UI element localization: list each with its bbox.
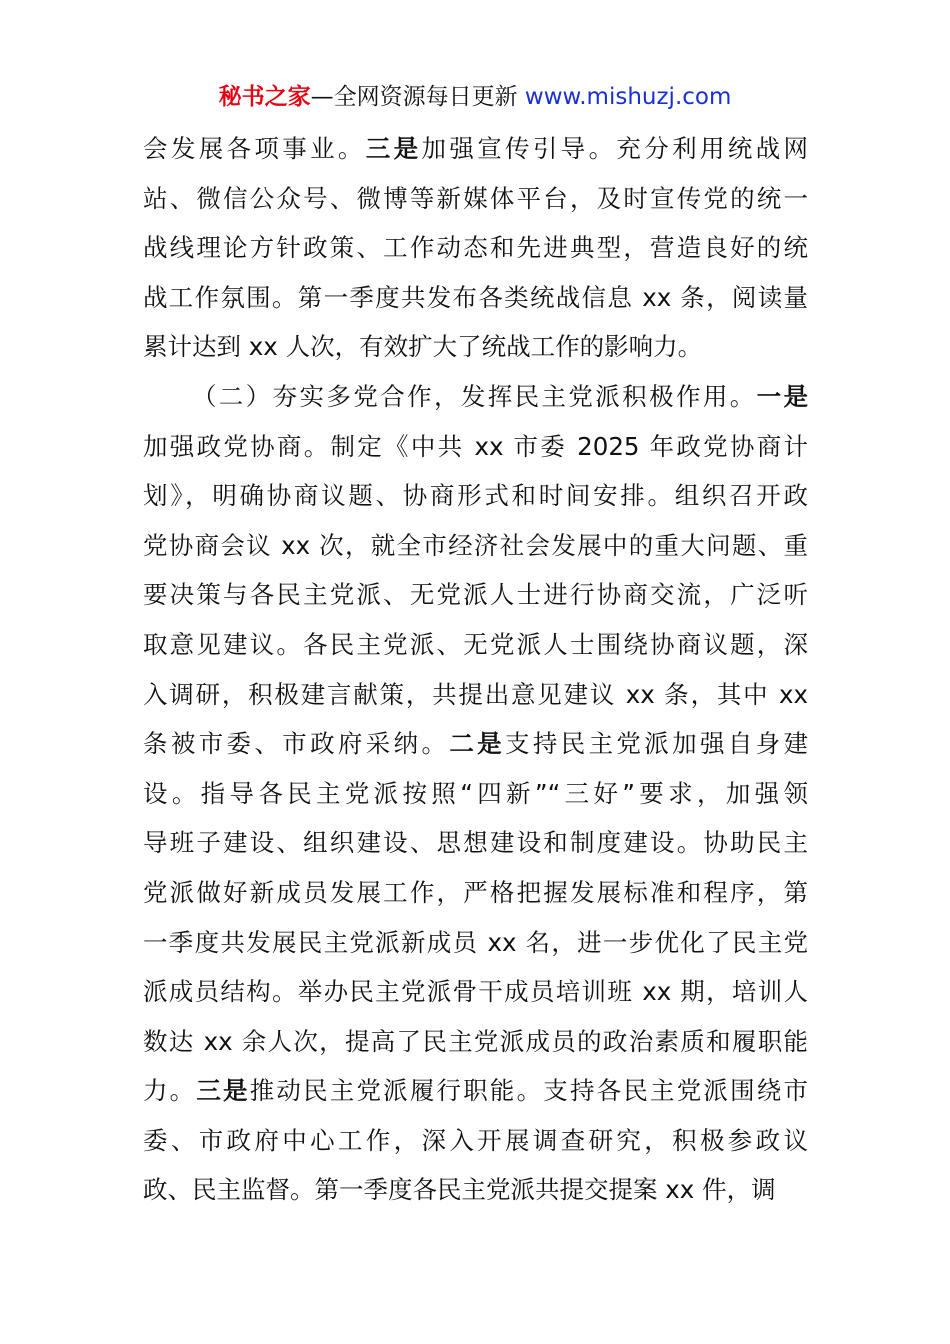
- text-line: [143, 1165, 808, 1215]
- text-line: [143, 818, 808, 868]
- text-run: 政、民主监督。第一季度各民主党派共提交提案 xx 件，调: [143, 1175, 776, 1205]
- text-run: 派成员结构。举办民主党派骨干成员培训班 xx 期，培训人: [143, 977, 808, 1007]
- brand-name: 秘书之家: [218, 84, 311, 110]
- bold-marker: 二是: [449, 729, 506, 759]
- text-run: 要决策与各民主党派、无党派人士进行协商交流，广泛听: [143, 580, 808, 610]
- text-run: 入调研，积极建言献策，共提出意见建议 xx 条，其中 xx: [143, 679, 808, 709]
- text-run: （二）夯实多党合作，发挥民主党派积极作用。: [192, 381, 757, 411]
- text-line: [143, 1017, 808, 1067]
- text-run: 推动民主党派履行职能。支持各民主党派围绕市: [249, 1076, 808, 1106]
- text-run: 战线理论方针政策、工作动态和先进典型，营造良好的统: [143, 233, 808, 263]
- text-run: 委、市政府中心工作，深入开展调查研究，积极参政议: [143, 1125, 808, 1155]
- text-run: 战工作氛围。第一季度共发布各类统战信息 xx 条，阅读量: [143, 282, 808, 312]
- text-run: 一季度共发展民主党派新成员 xx 名，进一步优化了民主党: [143, 927, 808, 957]
- text-run: 党协商会议 xx 次，就全市经济社会发展中的重大问题、重: [143, 530, 808, 560]
- text-run: 条被市委、市政府采纳。: [143, 729, 450, 759]
- text-run: 数达 xx 余人次，提高了民主党派成员的政治素质和履职能: [143, 1026, 808, 1056]
- text-run: 加强宣传引导。充分利用统战网: [421, 134, 809, 163]
- text-line: [143, 174, 808, 224]
- text-line: [143, 322, 808, 372]
- text-line: [143, 471, 808, 521]
- text-line: [143, 670, 808, 720]
- text-line: [143, 1116, 808, 1166]
- text-line: [143, 124, 808, 174]
- text-line: [143, 570, 808, 620]
- text-line: [143, 422, 808, 472]
- text-line: [143, 868, 808, 918]
- site-header: [0, 82, 950, 112]
- text-run: 导班子建设、组织建设、思想建设和制度建设。协助民主: [143, 828, 808, 858]
- text-run: 会发展各项事业。: [143, 134, 366, 163]
- bold-marker: 三是: [196, 1076, 250, 1106]
- document-body: [143, 124, 808, 1215]
- text-run: 力。: [143, 1076, 197, 1106]
- text-line: [143, 918, 808, 968]
- text-line: [143, 769, 808, 819]
- text-run: 党派做好新成员发展工作，严格把握发展标准和程序，第: [143, 877, 808, 907]
- text-line: [143, 372, 808, 422]
- bold-marker: 一是: [756, 381, 809, 411]
- header-tagline: 全网资源每日更新: [333, 84, 518, 110]
- text-line: [143, 223, 808, 273]
- text-line: [143, 967, 808, 1017]
- text-run: 支持民主党派加强自身建: [505, 729, 809, 759]
- text-run: 设。指导各民主党派按照“四新”“三好”要求，加强领: [143, 778, 808, 808]
- text-run: 累计达到 xx 人次，有效扩大了统战工作的影响力。: [143, 332, 703, 362]
- text-run: 站、微信公众号、微博等新媒体平台，及时宣传党的统一: [143, 183, 808, 213]
- text-run: 加强政党协商。制定《中共 xx 市委 2025 年政党协商计: [143, 431, 808, 461]
- header-dash: —: [310, 84, 334, 110]
- bold-marker: 三是: [365, 134, 422, 163]
- text-line: [143, 521, 808, 571]
- site-url-link[interactable]: www.mishuzj.com: [524, 84, 732, 110]
- text-run: 划》，明确协商议题、协商形式和时间安排。组织召开政: [143, 481, 808, 511]
- text-line: [143, 719, 808, 769]
- text-line: [143, 273, 808, 323]
- text-line: [143, 620, 808, 670]
- text-run: 取意见建议。各民主党派、无党派人士围绕协商议题，深: [143, 629, 808, 659]
- text-line: [143, 1066, 808, 1116]
